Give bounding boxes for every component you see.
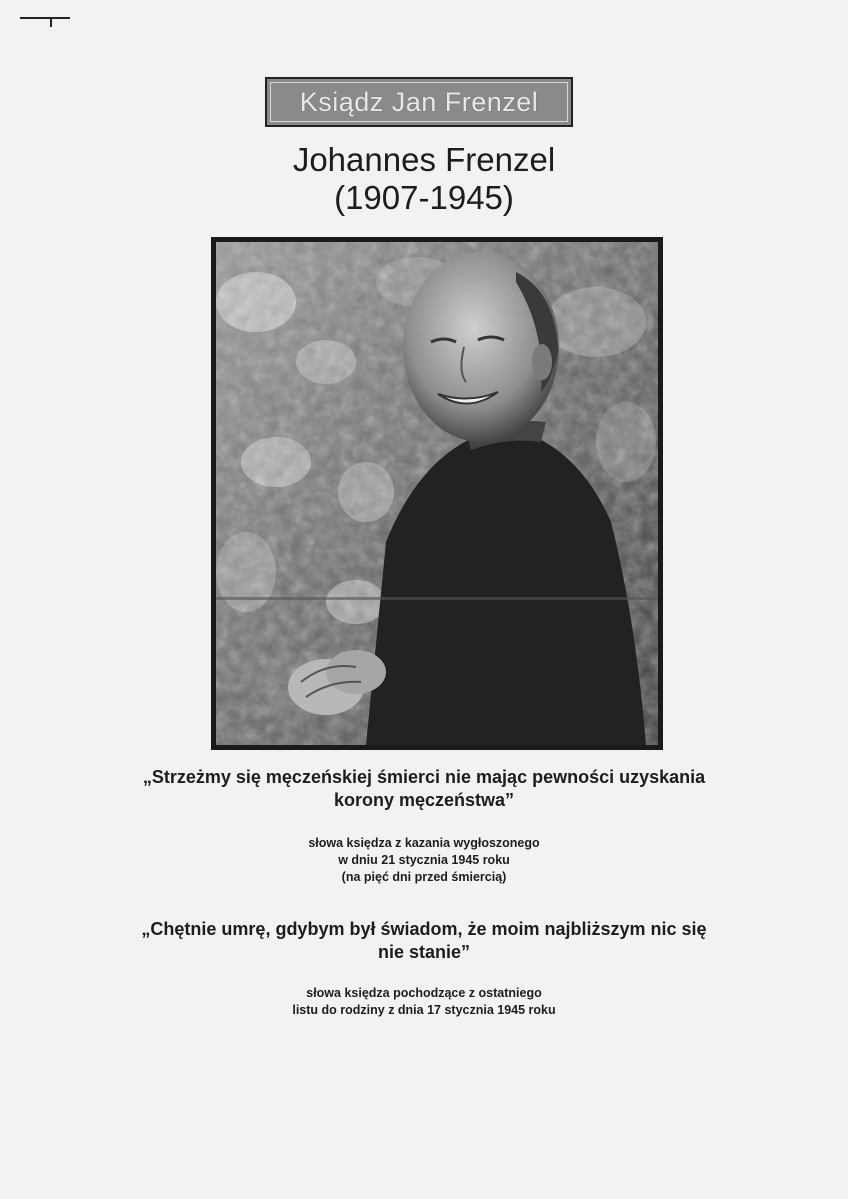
quote-2-line-2: nie stanie” — [377, 942, 471, 962]
title-box-label: Ksiądz Jan Frenzel — [270, 82, 568, 122]
quote-1-caption-line-1: słowa księdza z kazania wygłoszonego — [308, 836, 540, 850]
person-name: Johannes Frenzel — [292, 141, 556, 178]
portrait-photo — [216, 242, 658, 745]
quote-2-line-1: „Chętnie umrę, gdybym był świadom, że moim najbliższym nic się — [141, 919, 707, 939]
life-dates: (1907-1945) — [334, 179, 514, 216]
quote-1-caption-line-2: w dniu 21 stycznia 1945 roku — [338, 853, 510, 867]
quote-2-caption — [200, 985, 648, 1019]
portrait-photo-frame — [211, 237, 663, 750]
quote-1-line-2: korony męczeństwa” — [333, 790, 515, 810]
quote-1 — [90, 766, 758, 812]
quote-1-caption-line-3: (na pięć dni przed śmiercią) — [341, 870, 507, 884]
quote-1-line-1: „Strzeżmy się męczeńskiej śmierci nie mając pewności uzyskania — [142, 767, 706, 787]
quote-1-caption — [200, 835, 648, 886]
quote-2-caption-line-2: listu do rodziny z dnia 17 stycznia 1945 roku — [292, 1003, 556, 1017]
face — [403, 252, 559, 442]
quote-2-caption-line-1: słowa księdza pochodzące z ostatniego — [306, 986, 542, 1000]
quote-2 — [90, 918, 758, 964]
scan-corner-mark — [20, 17, 70, 19]
title-box — [265, 77, 573, 127]
